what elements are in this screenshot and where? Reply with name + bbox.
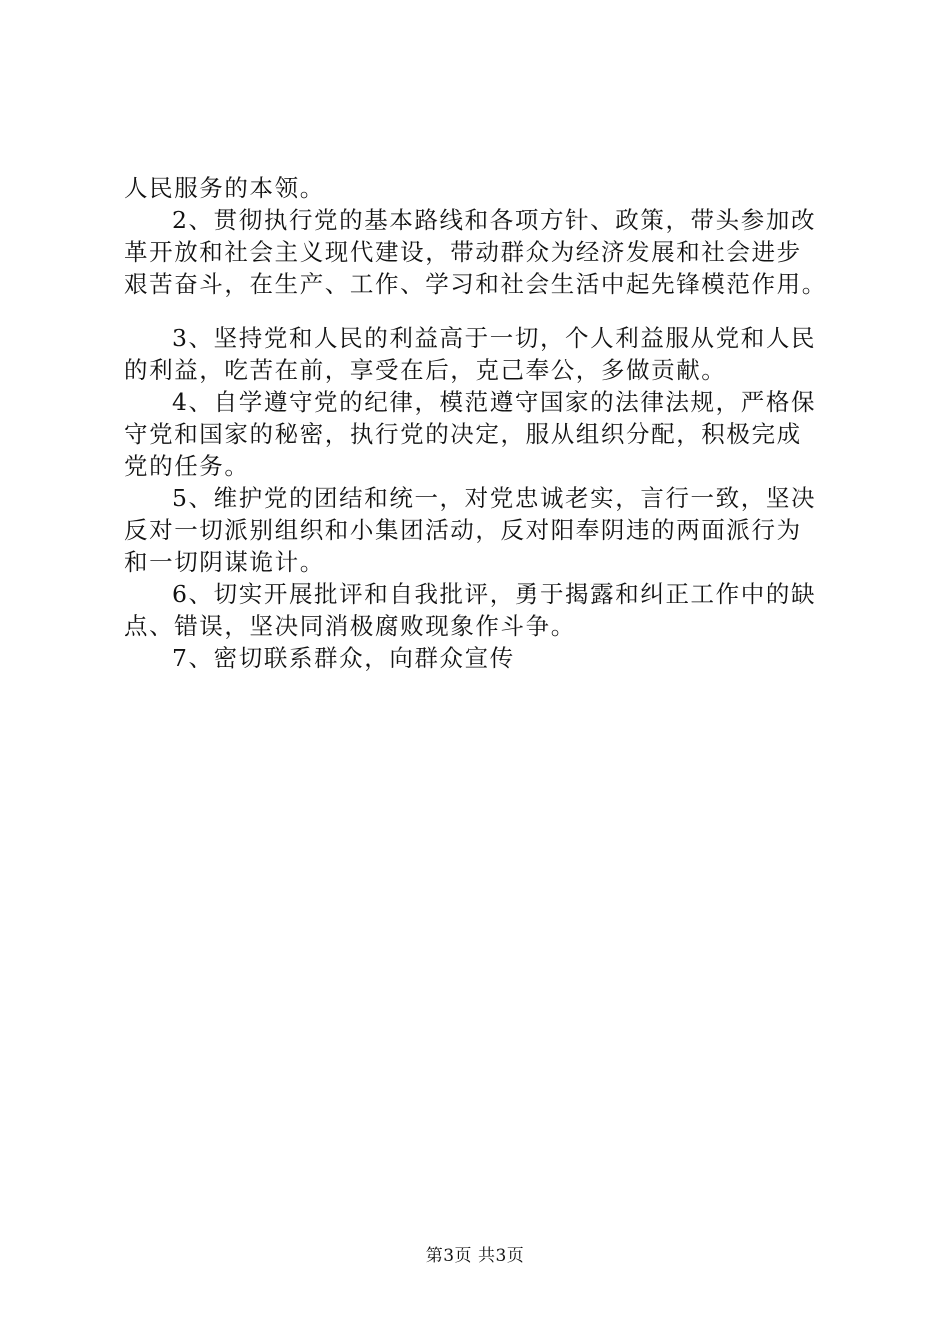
text-line: 人民服务的本领。 bbox=[124, 174, 325, 202]
paragraph-7-line-1: 7、密切联系群众，向群众宣传 bbox=[172, 644, 515, 672]
paragraph-4-line-3: 党的任务。 bbox=[124, 452, 250, 480]
document-body bbox=[124, 172, 844, 674]
paragraph-4-line-1: 4、自学遵守党的纪律，模范遵守国家的法律法规，严格保 bbox=[172, 388, 817, 416]
paragraph-2-line-2: 革开放和社会主义现代建设，带动群众为经济发展和社会进步 bbox=[124, 238, 802, 266]
page-number-footer: 第3页 共3页 bbox=[425, 1246, 525, 1266]
paragraph-2-line-1: 2、贯彻执行党的基本路线和各项方针、政策，带头参加改 bbox=[172, 206, 817, 234]
paragraph-spacer bbox=[124, 300, 844, 322]
paragraph-6-line-1: 6、切实开展批评和自我批评，勇于揭露和纠正工作中的缺 bbox=[172, 580, 817, 608]
paragraph-5-line-1: 5、维护党的团结和统一，对党忠诚老实，言行一致，坚决 bbox=[172, 484, 817, 512]
paragraph-5-line-3: 和一切阴谋诡计。 bbox=[124, 548, 325, 576]
paragraph-6-line-2: 点、错误，坚决同消极腐败现象作斗争。 bbox=[124, 612, 576, 640]
paragraph-3-line-1: 3、坚持党和人民的利益高于一切，个人利益服从党和人民 bbox=[172, 324, 817, 352]
paragraph-3-line-2: 的利益，吃苦在前，享受在后，克己奉公，多做贡献。 bbox=[124, 356, 727, 384]
paragraph-2-line-3: 艰苦奋斗，在生产、工作、学习和社会生活中起先锋模范作用。 bbox=[124, 270, 827, 298]
paragraph-4-line-2: 守党和国家的秘密，执行党的决定，服从组织分配，积极完成 bbox=[124, 420, 802, 448]
paragraph-5-line-2: 反对一切派别组织和小集团活动，反对阳奉阴违的两面派行为 bbox=[124, 516, 802, 544]
